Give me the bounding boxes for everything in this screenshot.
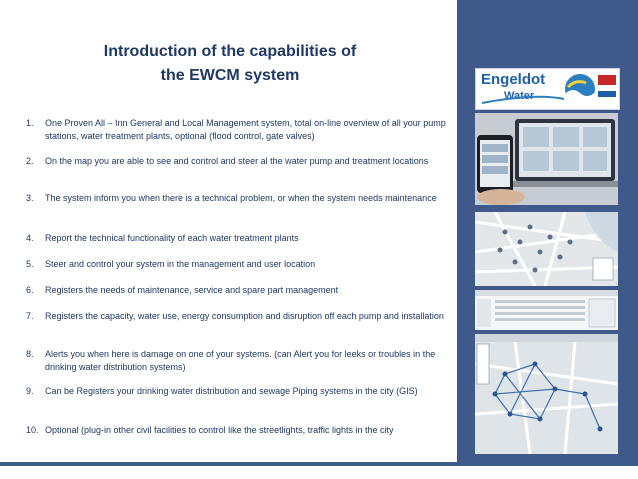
list-item-6 xyxy=(26,284,446,297)
item-number: 7. xyxy=(26,311,34,321)
list-item-3 xyxy=(26,192,446,205)
item-number: 5. xyxy=(26,259,34,269)
bottom-rule xyxy=(0,462,638,466)
dashboard-screenshot xyxy=(475,290,618,330)
item-text: Alerts you when here is damage on one of your systems. (can Alert you for leeks or troubles in the drinking water distribution systems) xyxy=(45,349,436,372)
tablet-laptop-photo xyxy=(475,113,618,205)
logo-wave-emblem-icon xyxy=(476,69,619,109)
tablet-laptop-illustration xyxy=(475,113,618,205)
map-screenshot xyxy=(475,212,618,286)
item-text: Steer and control your system in the management and user location xyxy=(45,259,316,269)
list-item-10 xyxy=(26,424,446,437)
title-line-2: the EWCM system xyxy=(160,67,300,84)
title-line-1: Introduction of the capabilities of xyxy=(103,43,357,60)
item-number: 1. xyxy=(26,118,34,128)
map-illustration xyxy=(475,212,618,286)
list-item-4 xyxy=(26,232,446,245)
list-item-8 xyxy=(26,348,446,374)
item-number: 9. xyxy=(26,386,34,396)
list-item-5 xyxy=(26,258,446,271)
list-item-7 xyxy=(26,310,446,323)
slide-title xyxy=(40,40,420,88)
item-number: 3. xyxy=(26,193,34,203)
item-text: The system inform you when there is a technical problem, or when the system needs maintenance xyxy=(45,193,437,203)
list-item-9 xyxy=(26,385,446,398)
engeldot-water-logo xyxy=(475,68,620,110)
list-item-1 xyxy=(26,117,446,143)
item-text: Registers the capacity, water use, energy consumption and disruption off each pump and installation xyxy=(45,311,444,321)
logo-brand-line-1: Engeldot xyxy=(481,71,546,88)
item-number: 10. xyxy=(26,425,39,435)
item-number: 8. xyxy=(26,349,34,359)
item-text: On the map you are able to see and control and steer al the water pump and treatment locations xyxy=(45,156,429,166)
item-text: Can be Registers your drinking water distribution and sewage Piping systems in the city (GIS) xyxy=(45,386,418,396)
item-number: 6. xyxy=(26,285,34,295)
item-text: Registers the needs of maintenance, service and spare part management xyxy=(45,285,339,295)
list-item-2 xyxy=(26,155,446,168)
item-text: Optional (plug-in other civil facilities to control like the streetlights, traffic lights in the city xyxy=(45,425,394,435)
item-number: 4. xyxy=(26,233,34,243)
dashboard-illustration xyxy=(475,290,618,330)
item-text: One Proven All – Inn General and Local Management system, total on-line overview of all your pump stations, water treatment plants, optional (flood control, gate valves) xyxy=(45,118,446,141)
item-text: Report the technical functionality of each water treatment plants xyxy=(45,233,299,243)
logo-brand-line-2: Water xyxy=(504,90,535,102)
gis-network-map xyxy=(475,334,618,454)
item-number: 2. xyxy=(26,156,34,166)
gis-network-illustration xyxy=(475,334,618,454)
